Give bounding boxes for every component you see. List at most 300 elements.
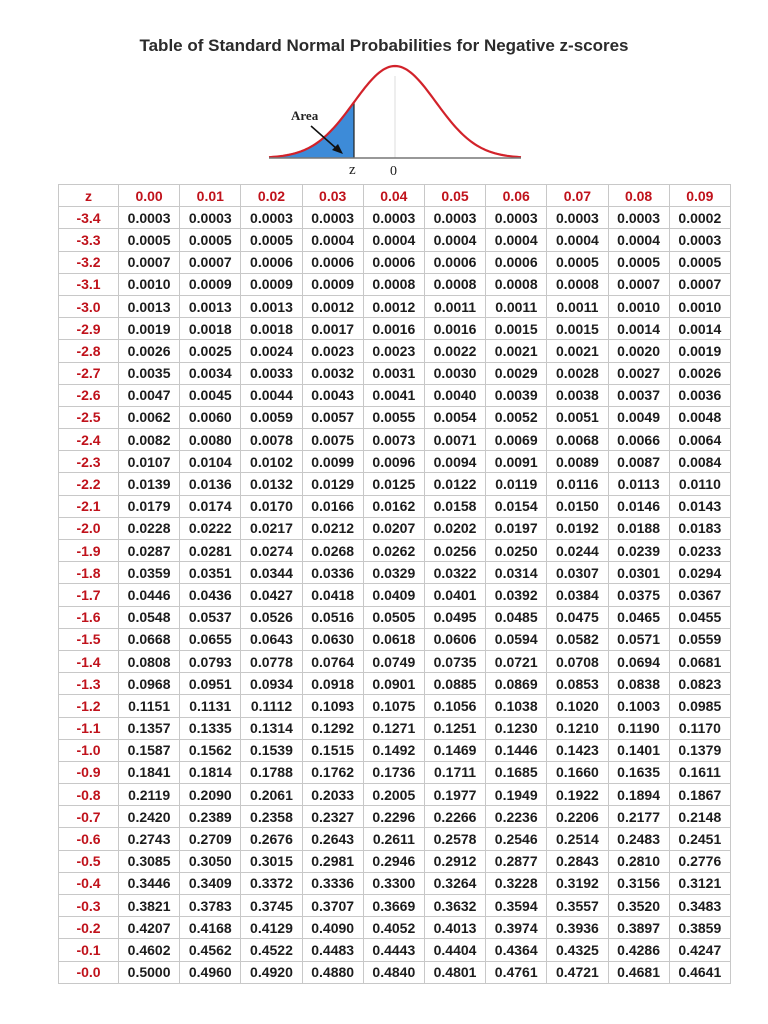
probability-cell: 0.0110 — [669, 473, 730, 495]
table-row — [59, 406, 731, 428]
table-row — [59, 340, 731, 362]
probability-cell: 0.3192 — [547, 872, 608, 894]
probability-cell: 0.0037 — [608, 384, 669, 406]
probability-cell: 0.0038 — [547, 384, 608, 406]
z-value-cell: -2.0 — [59, 517, 119, 539]
probability-cell: 0.4483 — [302, 939, 363, 961]
z-value-cell: -2.2 — [59, 473, 119, 495]
probability-cell: 0.0136 — [180, 473, 241, 495]
probability-cell: 0.2981 — [302, 850, 363, 872]
probability-cell: 0.0838 — [608, 673, 669, 695]
probability-cell: 0.0084 — [669, 451, 730, 473]
area-label: Area — [291, 108, 319, 123]
probability-cell: 0.0023 — [302, 340, 363, 362]
probability-cell: 0.1151 — [119, 695, 180, 717]
probability-cell: 0.1685 — [486, 761, 547, 783]
probability-cell: 0.0618 — [363, 628, 424, 650]
probability-cell: 0.0228 — [119, 517, 180, 539]
table-row — [59, 295, 731, 317]
probability-cell: 0.2148 — [669, 806, 730, 828]
probability-cell: 0.1867 — [669, 784, 730, 806]
z-table — [58, 184, 731, 984]
probability-cell: 0.0351 — [180, 562, 241, 584]
probability-cell: 0.3520 — [608, 895, 669, 917]
probability-cell: 0.3669 — [363, 895, 424, 917]
probability-cell: 0.0052 — [486, 406, 547, 428]
probability-cell: 0.0643 — [241, 628, 302, 650]
probability-cell: 0.0367 — [669, 584, 730, 606]
probability-cell: 0.0069 — [486, 429, 547, 451]
z-value-cell: -3.0 — [59, 295, 119, 317]
probability-cell: 0.0048 — [669, 406, 730, 428]
probability-cell: 0.0162 — [363, 495, 424, 517]
zero-label: 0 — [390, 164, 397, 179]
probability-cell: 0.0044 — [241, 384, 302, 406]
probability-cell: 0.3409 — [180, 872, 241, 894]
table-row — [59, 939, 731, 961]
probability-cell: 0.0183 — [669, 517, 730, 539]
probability-cell: 0.0003 — [486, 207, 547, 229]
z-value-cell: -1.9 — [59, 540, 119, 562]
probability-cell: 0.0008 — [424, 273, 485, 295]
probability-cell: 0.0004 — [486, 229, 547, 251]
probability-cell: 0.1469 — [424, 739, 485, 761]
probability-cell: 0.0013 — [241, 295, 302, 317]
z-value-cell: -1.5 — [59, 628, 119, 650]
probability-cell: 0.0102 — [241, 451, 302, 473]
header-col: 0.08 — [608, 185, 669, 207]
probability-cell: 0.2743 — [119, 828, 180, 850]
probability-cell: 0.2177 — [608, 806, 669, 828]
probability-cell: 0.0025 — [180, 340, 241, 362]
probability-cell: 0.0066 — [608, 429, 669, 451]
probability-cell: 0.2578 — [424, 828, 485, 850]
probability-cell: 0.0036 — [669, 384, 730, 406]
probability-cell: 0.3821 — [119, 895, 180, 917]
probability-cell: 0.0057 — [302, 406, 363, 428]
probability-cell: 0.0307 — [547, 562, 608, 584]
probability-cell: 0.0808 — [119, 650, 180, 672]
probability-cell: 0.0681 — [669, 650, 730, 672]
probability-cell: 0.4761 — [486, 961, 547, 983]
probability-cell: 0.0294 — [669, 562, 730, 584]
probability-cell: 0.0146 — [608, 495, 669, 517]
probability-cell: 0.0054 — [424, 406, 485, 428]
z-value-cell: -1.7 — [59, 584, 119, 606]
probability-cell: 0.0064 — [669, 429, 730, 451]
probability-cell: 0.0012 — [363, 295, 424, 317]
table-row — [59, 717, 731, 739]
probability-cell: 0.2266 — [424, 806, 485, 828]
z-label: z — [349, 162, 356, 178]
probability-cell: 0.2776 — [669, 850, 730, 872]
probability-cell: 0.1190 — [608, 717, 669, 739]
probability-cell: 0.0080 — [180, 429, 241, 451]
probability-cell: 0.0006 — [241, 251, 302, 273]
probability-cell: 0.0594 — [486, 628, 547, 650]
probability-cell: 0.3228 — [486, 872, 547, 894]
probability-cell: 0.0139 — [119, 473, 180, 495]
z-value-cell: -3.1 — [59, 273, 119, 295]
probability-cell: 0.0032 — [302, 362, 363, 384]
probability-cell: 0.0005 — [241, 229, 302, 251]
probability-cell: 0.0694 — [608, 650, 669, 672]
table-row — [59, 384, 731, 406]
probability-cell: 0.0655 — [180, 628, 241, 650]
probability-cell: 0.1379 — [669, 739, 730, 761]
z-value-cell: -1.0 — [59, 739, 119, 761]
table-row — [59, 872, 731, 894]
probability-cell: 0.0244 — [547, 540, 608, 562]
table-row — [59, 828, 731, 850]
z-value-cell: -0.2 — [59, 917, 119, 939]
probability-cell: 0.0009 — [180, 273, 241, 295]
probability-cell: 0.0019 — [119, 318, 180, 340]
probability-cell: 0.0192 — [547, 517, 608, 539]
probability-cell: 0.1210 — [547, 717, 608, 739]
probability-cell: 0.0668 — [119, 628, 180, 650]
probability-cell: 0.0233 — [669, 540, 730, 562]
probability-cell: 0.1056 — [424, 695, 485, 717]
probability-cell: 0.0009 — [241, 273, 302, 295]
probability-cell: 0.0197 — [486, 517, 547, 539]
probability-cell: 0.0003 — [363, 207, 424, 229]
table-row — [59, 229, 731, 251]
probability-cell: 0.0094 — [424, 451, 485, 473]
header-col: 0.09 — [669, 185, 730, 207]
probability-cell: 0.3483 — [669, 895, 730, 917]
table-row — [59, 917, 731, 939]
probability-cell: 0.4681 — [608, 961, 669, 983]
probability-cell: 0.0005 — [119, 229, 180, 251]
probability-cell: 0.0301 — [608, 562, 669, 584]
z-value-cell: -0.9 — [59, 761, 119, 783]
probability-cell: 0.0034 — [180, 362, 241, 384]
probability-cell: 0.0089 — [547, 451, 608, 473]
table-row — [59, 673, 731, 695]
probability-cell: 0.5000 — [119, 961, 180, 983]
probability-cell: 0.0778 — [241, 650, 302, 672]
table-row — [59, 251, 731, 273]
probability-cell: 0.0010 — [119, 273, 180, 295]
probability-cell: 0.1977 — [424, 784, 485, 806]
probability-cell: 0.0239 — [608, 540, 669, 562]
table-row — [59, 961, 731, 983]
table-row — [59, 473, 731, 495]
probability-cell: 0.0030 — [424, 362, 485, 384]
probability-cell: 0.0078 — [241, 429, 302, 451]
probability-cell: 0.1251 — [424, 717, 485, 739]
header-z: z — [59, 185, 119, 207]
z-value-cell: -0.7 — [59, 806, 119, 828]
probability-cell: 0.1401 — [608, 739, 669, 761]
table-row — [59, 429, 731, 451]
probability-cell: 0.0256 — [424, 540, 485, 562]
probability-cell: 0.4721 — [547, 961, 608, 983]
header-col: 0.04 — [363, 185, 424, 207]
probability-cell: 0.0409 — [363, 584, 424, 606]
table-row — [59, 628, 731, 650]
probability-cell: 0.0017 — [302, 318, 363, 340]
probability-cell: 0.3156 — [608, 872, 669, 894]
z-value-cell: -0.0 — [59, 961, 119, 983]
probability-cell: 0.1112 — [241, 695, 302, 717]
probability-cell: 0.0392 — [486, 584, 547, 606]
probability-cell: 0.0016 — [363, 318, 424, 340]
z-value-cell: -2.1 — [59, 495, 119, 517]
probability-cell: 0.0005 — [608, 251, 669, 273]
probability-cell: 0.0022 — [424, 340, 485, 362]
probability-cell: 0.0020 — [608, 340, 669, 362]
probability-cell: 0.0014 — [608, 318, 669, 340]
probability-cell: 0.1814 — [180, 761, 241, 783]
probability-cell: 0.1131 — [180, 695, 241, 717]
probability-cell: 0.0008 — [486, 273, 547, 295]
probability-cell: 0.0344 — [241, 562, 302, 584]
probability-cell: 0.0005 — [547, 251, 608, 273]
probability-cell: 0.0029 — [486, 362, 547, 384]
table-row — [59, 362, 731, 384]
probability-cell: 0.0571 — [608, 628, 669, 650]
z-value-cell: -0.8 — [59, 784, 119, 806]
probability-cell: 0.0060 — [180, 406, 241, 428]
probability-cell: 0.0003 — [180, 207, 241, 229]
probability-cell: 0.3121 — [669, 872, 730, 894]
probability-cell: 0.1762 — [302, 761, 363, 783]
probability-cell: 0.0735 — [424, 650, 485, 672]
probability-cell: 0.0018 — [180, 318, 241, 340]
probability-cell: 0.2912 — [424, 850, 485, 872]
probability-cell: 0.0026 — [669, 362, 730, 384]
probability-cell: 0.0041 — [363, 384, 424, 406]
z-table-header — [59, 185, 731, 207]
probability-cell: 0.0495 — [424, 606, 485, 628]
probability-cell: 0.4840 — [363, 961, 424, 983]
probability-cell: 0.0011 — [424, 295, 485, 317]
z-value-cell: -3.3 — [59, 229, 119, 251]
probability-cell: 0.0281 — [180, 540, 241, 562]
header-col: 0.07 — [547, 185, 608, 207]
probability-cell: 0.0901 — [363, 673, 424, 695]
probability-cell: 0.1711 — [424, 761, 485, 783]
probability-cell: 0.0274 — [241, 540, 302, 562]
probability-cell: 0.0016 — [424, 318, 485, 340]
probability-cell: 0.1170 — [669, 717, 730, 739]
probability-cell: 0.0104 — [180, 451, 241, 473]
normal-curve-diagram — [265, 58, 525, 180]
probability-cell: 0.0018 — [241, 318, 302, 340]
normal-curve-svg — [265, 58, 525, 180]
probability-cell: 0.0082 — [119, 429, 180, 451]
probability-cell: 0.3085 — [119, 850, 180, 872]
probability-cell: 0.4247 — [669, 939, 730, 961]
probability-cell: 0.0028 — [547, 362, 608, 384]
probability-cell: 0.0007 — [608, 273, 669, 295]
probability-cell: 0.0968 — [119, 673, 180, 695]
table-row — [59, 207, 731, 229]
table-row — [59, 606, 731, 628]
table-row — [59, 273, 731, 295]
probability-cell: 0.0170 — [241, 495, 302, 517]
z-value-cell: -1.4 — [59, 650, 119, 672]
probability-cell: 0.0007 — [180, 251, 241, 273]
probability-cell: 0.0003 — [119, 207, 180, 229]
probability-cell: 0.0485 — [486, 606, 547, 628]
probability-cell: 0.0250 — [486, 540, 547, 562]
probability-cell: 0.0004 — [424, 229, 485, 251]
probability-cell: 0.1020 — [547, 695, 608, 717]
probability-cell: 0.0005 — [669, 251, 730, 273]
z-value-cell: -1.6 — [59, 606, 119, 628]
probability-cell: 0.0055 — [363, 406, 424, 428]
probability-cell: 0.0007 — [119, 251, 180, 273]
probability-cell: 0.1075 — [363, 695, 424, 717]
probability-cell: 0.0004 — [608, 229, 669, 251]
probability-cell: 0.0051 — [547, 406, 608, 428]
probability-cell: 0.0073 — [363, 429, 424, 451]
table-row — [59, 584, 731, 606]
probability-cell: 0.1949 — [486, 784, 547, 806]
probability-cell: 0.2451 — [669, 828, 730, 850]
probability-cell: 0.0040 — [424, 384, 485, 406]
probability-cell: 0.4168 — [180, 917, 241, 939]
probability-cell: 0.0011 — [547, 295, 608, 317]
probability-cell: 0.0003 — [241, 207, 302, 229]
probability-cell: 0.0129 — [302, 473, 363, 495]
probability-cell: 0.1271 — [363, 717, 424, 739]
probability-cell: 0.0188 — [608, 517, 669, 539]
probability-cell: 0.0031 — [363, 362, 424, 384]
probability-cell: 0.1230 — [486, 717, 547, 739]
z-value-cell: -1.2 — [59, 695, 119, 717]
probability-cell: 0.0764 — [302, 650, 363, 672]
z-table-body — [59, 207, 731, 984]
probability-cell: 0.2358 — [241, 806, 302, 828]
probability-cell: 0.0329 — [363, 562, 424, 584]
probability-cell: 0.2946 — [363, 850, 424, 872]
probability-cell: 0.4090 — [302, 917, 363, 939]
probability-cell: 0.2236 — [486, 806, 547, 828]
probability-cell: 0.3446 — [119, 872, 180, 894]
probability-cell: 0.4443 — [363, 939, 424, 961]
probability-cell: 0.4325 — [547, 939, 608, 961]
page-title: Table of Standard Normal Probabilities for Negative z-scores — [139, 36, 629, 55]
probability-cell: 0.1922 — [547, 784, 608, 806]
probability-cell: 0.3372 — [241, 872, 302, 894]
probability-cell: 0.0013 — [119, 295, 180, 317]
probability-cell: 0.0075 — [302, 429, 363, 451]
z-value-cell: -1.3 — [59, 673, 119, 695]
probability-cell: 0.3783 — [180, 895, 241, 917]
probability-cell: 0.3050 — [180, 850, 241, 872]
probability-cell: 0.0021 — [486, 340, 547, 362]
probability-cell: 0.3632 — [424, 895, 485, 917]
probability-cell: 0.1515 — [302, 739, 363, 761]
probability-cell: 0.0024 — [241, 340, 302, 362]
probability-cell: 0.4602 — [119, 939, 180, 961]
probability-cell: 0.2709 — [180, 828, 241, 850]
header-col: 0.05 — [424, 185, 485, 207]
probability-cell: 0.0006 — [486, 251, 547, 273]
probability-cell: 0.4522 — [241, 939, 302, 961]
z-value-cell: -2.8 — [59, 340, 119, 362]
probability-cell: 0.0010 — [669, 295, 730, 317]
probability-cell: 0.4641 — [669, 961, 730, 983]
probability-cell: 0.0166 — [302, 495, 363, 517]
z-value-cell: -2.7 — [59, 362, 119, 384]
probability-cell: 0.0217 — [241, 517, 302, 539]
probability-cell: 0.0011 — [486, 295, 547, 317]
probability-cell: 0.0630 — [302, 628, 363, 650]
probability-cell: 0.0143 — [669, 495, 730, 517]
probability-cell: 0.3974 — [486, 917, 547, 939]
probability-cell: 0.1038 — [486, 695, 547, 717]
probability-cell: 0.4129 — [241, 917, 302, 939]
probability-cell: 0.0222 — [180, 517, 241, 539]
probability-cell: 0.1611 — [669, 761, 730, 783]
probability-cell: 0.3336 — [302, 872, 363, 894]
probability-cell: 0.0985 — [669, 695, 730, 717]
probability-cell: 0.0004 — [363, 229, 424, 251]
z-value-cell: -0.6 — [59, 828, 119, 850]
probability-cell: 0.0012 — [302, 295, 363, 317]
probability-cell: 0.0207 — [363, 517, 424, 539]
probability-cell: 0.0951 — [180, 673, 241, 695]
probability-cell: 0.0116 — [547, 473, 608, 495]
probability-cell: 0.0003 — [547, 207, 608, 229]
probability-cell: 0.1093 — [302, 695, 363, 717]
probability-cell: 0.0039 — [486, 384, 547, 406]
probability-cell: 0.0013 — [180, 295, 241, 317]
probability-cell: 0.0003 — [669, 229, 730, 251]
probability-cell: 0.0505 — [363, 606, 424, 628]
probability-cell: 0.0582 — [547, 628, 608, 650]
header-row — [59, 185, 731, 207]
probability-cell: 0.0035 — [119, 362, 180, 384]
probability-cell: 0.0359 — [119, 562, 180, 584]
probability-cell: 0.0823 — [669, 673, 730, 695]
probability-cell: 0.3897 — [608, 917, 669, 939]
header-col: 0.06 — [486, 185, 547, 207]
probability-cell: 0.2843 — [547, 850, 608, 872]
probability-cell: 0.1314 — [241, 717, 302, 739]
probability-cell: 0.3936 — [547, 917, 608, 939]
probability-cell: 0.0010 — [608, 295, 669, 317]
probability-cell: 0.0793 — [180, 650, 241, 672]
probability-cell: 0.4286 — [608, 939, 669, 961]
probability-cell: 0.3859 — [669, 917, 730, 939]
header-col: 0.02 — [241, 185, 302, 207]
table-row — [59, 739, 731, 761]
probability-cell: 0.0526 — [241, 606, 302, 628]
probability-cell: 0.1841 — [119, 761, 180, 783]
probability-cell: 0.2061 — [241, 784, 302, 806]
probability-cell: 0.0006 — [363, 251, 424, 273]
probability-cell: 0.0122 — [424, 473, 485, 495]
header-col: 0.03 — [302, 185, 363, 207]
z-value-cell: -2.4 — [59, 429, 119, 451]
probability-cell: 0.0125 — [363, 473, 424, 495]
probability-cell: 0.4207 — [119, 917, 180, 939]
probability-cell: 0.0008 — [363, 273, 424, 295]
probability-cell: 0.0021 — [547, 340, 608, 362]
probability-cell: 0.0384 — [547, 584, 608, 606]
z-value-cell: -2.9 — [59, 318, 119, 340]
probability-cell: 0.0934 — [241, 673, 302, 695]
probability-cell: 0.0045 — [180, 384, 241, 406]
probability-cell: 0.0154 — [486, 495, 547, 517]
probability-cell: 0.0314 — [486, 562, 547, 584]
